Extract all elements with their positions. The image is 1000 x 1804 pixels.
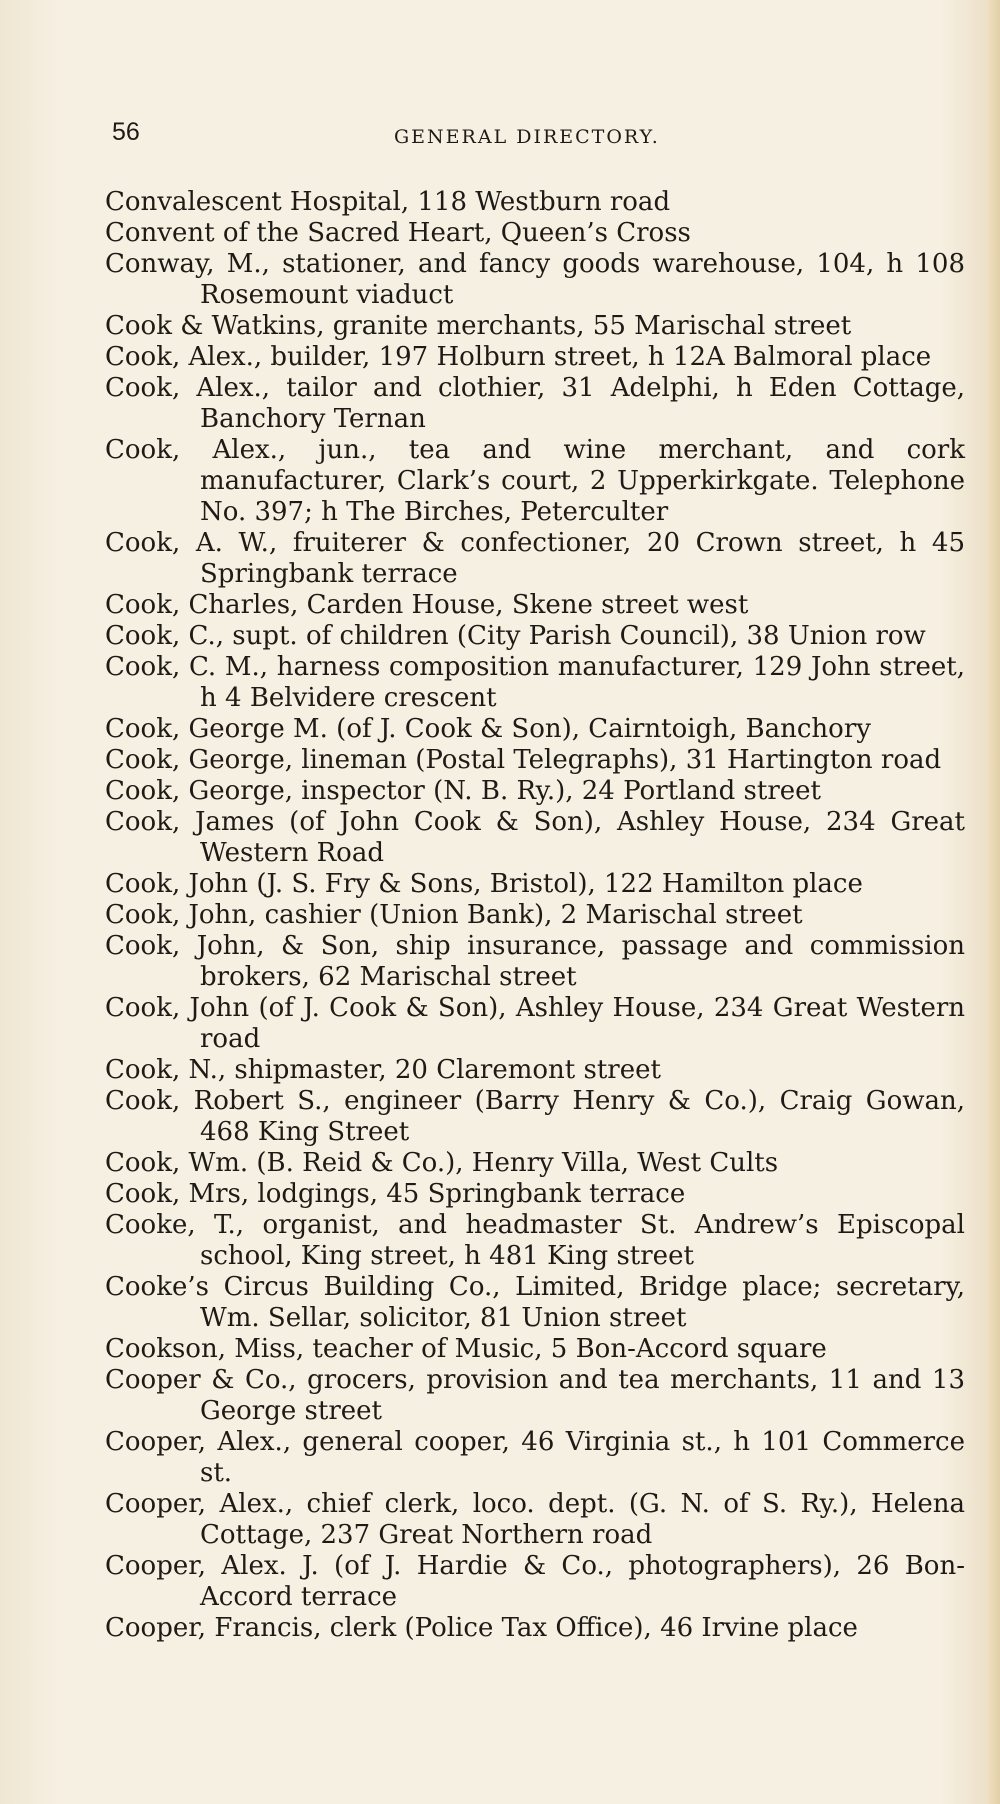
directory-entries bbox=[105, 187, 965, 1644]
directory-entry: Cooper & Co., grocers, provision and tea merchants, 11 and 13 George street bbox=[105, 1365, 965, 1426]
directory-entry: Convent of the Sacred Heart, Queen’s Cross bbox=[105, 218, 691, 248]
running-title: GENERAL DIRECTORY. bbox=[394, 126, 660, 148]
directory-entry: Cook, George, inspector (N. B. Ry.), 24 Portland street bbox=[105, 776, 821, 806]
directory-entry: Cook & Watkins, granite merchants, 55 Marischal street bbox=[105, 311, 852, 341]
directory-entry: Cook, C., supt. of children (City Parish Council), 38 Union row bbox=[105, 621, 926, 651]
directory-entry: Cook, James (of John Cook & Son), Ashley House, 234 Great Western Road bbox=[105, 807, 965, 868]
directory-entry: Cooper, Alex., chief clerk, loco. dept. (G. N. of S. Ry.), Helena Cottage, 237 Great Northern road bbox=[105, 1489, 965, 1550]
directory-entry: Convalescent Hospital, 118 Westburn road bbox=[105, 187, 671, 217]
directory-entry: Cooke, T., organist, and headmaster St. Andrew’s Episcopal school, King street, h 481 King street bbox=[105, 1210, 965, 1271]
directory-entry: Cook, Alex., tailor and clothier, 31 Adelphi, h Eden Cottage, Banchory Ternan bbox=[105, 373, 965, 434]
directory-entry: Conway, M., stationer, and fancy goods warehouse, 104, h 108 Rosemount viaduct bbox=[105, 249, 965, 310]
directory-entry: Cooper, Alex. J. (of J. Hardie & Co., photographers), 26 Bon-Accord terrace bbox=[105, 1551, 965, 1612]
directory-entry: Cook, George, lineman (Postal Telegraphs), 31 Hartington road bbox=[105, 745, 942, 775]
directory-entry: Cook, Robert S., engineer (Barry Henry & Co.), Craig Gowan, 468 King Street bbox=[105, 1086, 965, 1147]
directory-entry: Cook, Wm. (B. Reid & Co.), Henry Villa, West Cults bbox=[105, 1148, 779, 1178]
directory-entry: Cook, Alex., builder, 197 Holburn street, h 12A Balmoral place bbox=[105, 342, 932, 372]
directory-entry: Cook, Mrs, lodgings, 45 Springbank terrace bbox=[105, 1179, 686, 1209]
directory-entry: Cooper, Francis, clerk (Police Tax Office), 46 Irvine place bbox=[105, 1613, 858, 1643]
directory-entry: Cook, A. W., fruiterer & confectioner, 20 Crown street, h 45 Springbank terrace bbox=[105, 528, 965, 589]
page-edge bbox=[986, 0, 1000, 1804]
directory-entry: Cook, C. M., harness composition manufacturer, 129 John street, h 4 Belvidere crescent bbox=[105, 652, 965, 713]
directory-entry: Cook, George M. (of J. Cook & Son), Cairntoigh, Banchory bbox=[105, 714, 871, 744]
directory-entry: Cook, N., shipmaster, 20 Claremont street bbox=[105, 1055, 661, 1085]
directory-entry: Cook, John (of J. Cook & Son), Ashley House, 234 Great Western road bbox=[105, 993, 965, 1054]
directory-entry: Cooper, Alex., general cooper, 46 Virginia st., h 101 Commerce st. bbox=[105, 1427, 965, 1488]
directory-entry: Cook, Alex., jun., tea and wine merchant, and cork manufacturer, Clark’s court, 2 Upperkirkgate. Telephone No. 397; h The Birches, Peterculter bbox=[105, 435, 965, 527]
page-number: 56 bbox=[112, 118, 140, 146]
directory-entry: Cook, John, & Son, ship insurance, passage and commission brokers, 62 Marischal street bbox=[105, 931, 965, 992]
directory-entry: Cookson, Miss, teacher of Music, 5 Bon-Accord square bbox=[105, 1334, 827, 1364]
page-header bbox=[0, 118, 1000, 158]
directory-entry: Cook, John, cashier (Union Bank), 2 Marischal street bbox=[105, 900, 803, 930]
directory-entry: Cook, John (J. S. Fry & Sons, Bristol), 122 Hamilton place bbox=[105, 869, 863, 899]
directory-entry: Cooke’s Circus Building Co., Limited, Bridge place; secretary, Wm. Sellar, solicitor, 81 Union street bbox=[105, 1272, 965, 1333]
directory-entry: Cook, Charles, Carden House, Skene street west bbox=[105, 590, 749, 620]
